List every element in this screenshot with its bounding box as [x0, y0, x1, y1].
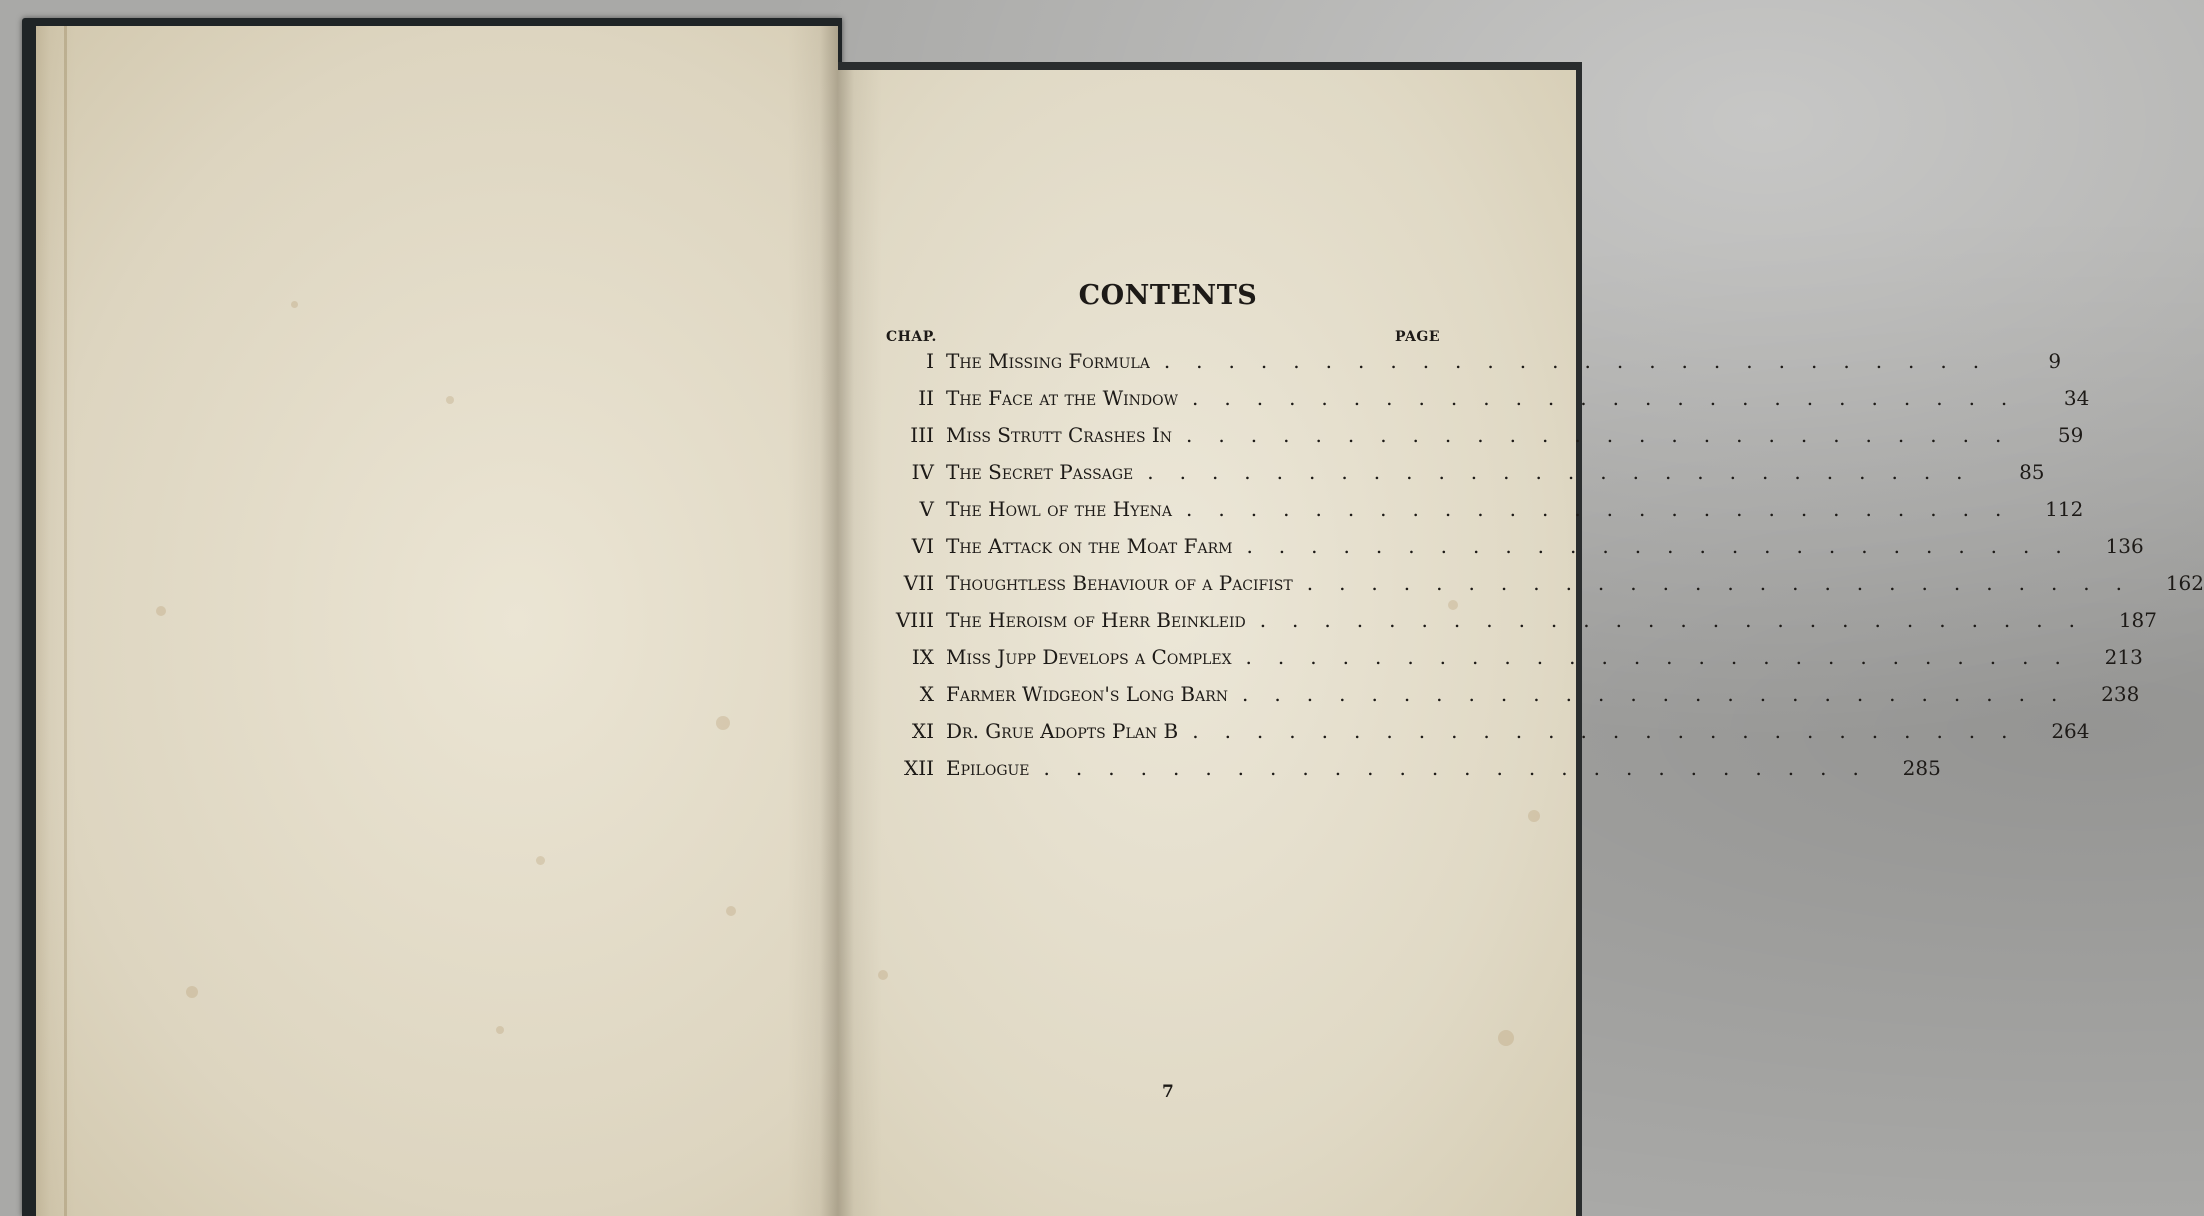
foxing-spot: [726, 906, 736, 916]
chapter-page-number: 34: [2063, 386, 2090, 410]
chapter-number: IX: [911, 645, 934, 669]
chapter-title: Dr. Grue Adopts Plan B: [946, 719, 1179, 743]
chapter-entry: [886, 460, 2045, 497]
chapter-title: Thoughtless Behaviour of a Pacifist: [946, 571, 1293, 595]
leader-dots: ..........................: [1192, 386, 2034, 410]
chapter-page-number: 285: [1902, 756, 1941, 780]
chapter-number: II: [918, 386, 934, 410]
chapter-title: Miss Jupp Develops a Complex: [946, 645, 1232, 669]
leader-dots: ..........................: [1147, 460, 1989, 484]
chapter-page-number: 213: [2104, 645, 2143, 669]
chapter-number: VI: [911, 534, 934, 558]
chapter-number: X: [919, 682, 934, 706]
chapter-title: Epilogue: [946, 756, 1030, 780]
chapter-page-number: 264: [2051, 719, 2090, 743]
leader-dots: ..........................: [1245, 645, 2087, 669]
chapter-entry: [886, 349, 2062, 386]
leader-dots: ..........................: [1186, 497, 2028, 521]
leader-dots: ..........................: [1246, 534, 2088, 558]
leader-dots: ..........................: [1043, 756, 1885, 780]
chapter-entry: [886, 682, 2140, 719]
left-page-blank: [36, 26, 838, 1216]
chapter-entry: [886, 386, 2090, 423]
page-number: 7: [1162, 1082, 1174, 1102]
leader-dots: ..........................: [1242, 682, 2084, 706]
chapter-page-number: 112: [2045, 497, 2084, 521]
chapter-page-number: 59: [2057, 423, 2084, 447]
foxing-spot: [186, 986, 198, 998]
chapter-entry: [886, 719, 2090, 756]
foxing-spot: [156, 606, 166, 616]
foxing-spot: [496, 1026, 504, 1034]
chapter-entry: [886, 608, 2157, 645]
chapter-number: IV: [911, 460, 934, 484]
chapter-page-number: 9: [2048, 349, 2062, 373]
foxing-spot: [536, 856, 545, 865]
chapter-list: [886, 349, 2204, 793]
chapter-number: XI: [911, 719, 934, 743]
chapter-page-number: 238: [2101, 682, 2140, 706]
chapter-title: The Face at the Window: [946, 386, 1178, 410]
chap-label: CHAP.: [886, 329, 937, 345]
chapter-title: Miss Strutt Crashes In: [946, 423, 1173, 447]
chapter-title: The Attack on the Moat Farm: [946, 534, 1233, 558]
chapter-entry: [886, 645, 2143, 682]
foxing-spot: [1528, 810, 1540, 822]
leader-dots: ..........................: [1259, 608, 2101, 632]
page-label: PAGE: [1395, 329, 1440, 345]
chapter-number: VIII: [895, 608, 934, 632]
contents-heading: CONTENTS: [1078, 280, 1258, 311]
chapter-title: The Missing Formula: [946, 349, 1150, 373]
foxing-spot: [446, 396, 454, 404]
chapter-title: The Howl of the Hyena: [946, 497, 1173, 521]
foxing-spot: [716, 716, 730, 730]
chapter-number: V: [919, 497, 934, 521]
chapter-page-number: 162: [2165, 571, 2204, 595]
chapter-title: The Secret Passage: [946, 460, 1134, 484]
chapter-page-number: 136: [2105, 534, 2144, 558]
column-headers: [886, 329, 1440, 349]
table-of-contents: [886, 280, 2204, 793]
chapter-page-number: 187: [2118, 608, 2157, 632]
chapter-title: Farmer Widgeon's Long Barn: [946, 682, 1229, 706]
leader-dots: ..........................: [1192, 719, 2034, 743]
chapter-number: VII: [903, 571, 934, 595]
chapter-number: I: [926, 349, 934, 373]
leader-dots: ..........................: [1186, 423, 2028, 447]
chapter-entry: [886, 571, 2204, 608]
chapter-entry: [886, 423, 2084, 460]
chapter-number: III: [910, 423, 934, 447]
chapter-entry: [886, 534, 2144, 571]
leader-dots: ..........................: [1306, 571, 2149, 595]
chapter-number: XII: [903, 756, 934, 780]
chapter-page-number: 85: [2019, 460, 2045, 484]
foxing-spot: [1498, 1030, 1514, 1046]
leader-dots: ..........................: [1163, 349, 2006, 373]
chapter-entry: [886, 756, 1941, 793]
foxing-spot: [878, 970, 888, 980]
chapter-title: The Heroism of Herr Beinkleid: [946, 608, 1246, 632]
foxing-spot: [291, 301, 298, 308]
chapter-entry: [886, 497, 2084, 534]
